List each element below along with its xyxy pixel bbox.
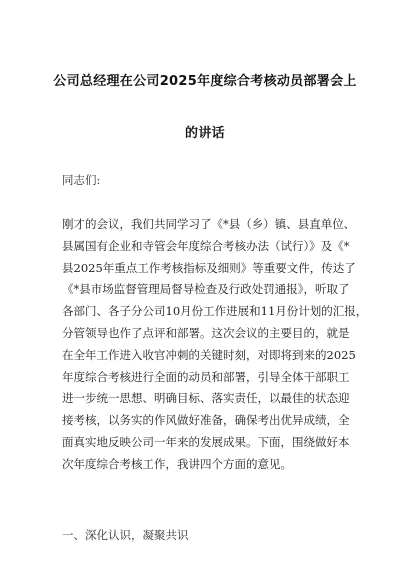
paragraph-line: 县2025年重点工作考核指标及细则》等重要文件，传达了 bbox=[62, 260, 356, 275]
body-paragraph bbox=[62, 214, 368, 476]
paragraph-line: 县属国有企业和寺管会年度综合考核办法（试行）》及《* bbox=[62, 238, 350, 253]
paragraph-line: 进一步统一思想、明确目标、落实责任，以最佳的状态迎 bbox=[62, 391, 350, 406]
paragraph-line: 《*县市场监督管理局督导检查及行政处罚通报》，听取了 bbox=[62, 282, 350, 297]
paragraph-line: 在全年工作进入收官冲刺的关键时刻，对即将到来的2025 bbox=[62, 347, 356, 362]
salutation: 同志们: bbox=[62, 173, 101, 187]
paragraph-line: 接考核，以务实的作风做好准备，确保考出优异成绩，全 bbox=[62, 413, 350, 428]
paragraph-line: 年度综合考核进行全面的动员和部署，引导全体干部职工 bbox=[62, 369, 350, 384]
section-heading-1: 一、深化认识，凝聚共识 bbox=[62, 528, 189, 542]
paragraph-line: 刚才的会议，我们共同学习了《*县（乡）镇、县直单位、 bbox=[62, 217, 356, 231]
paragraph-line: 分管领导也作了点评和部署。这次会议的主要目的，就是 bbox=[62, 325, 350, 340]
document-title-line-1: 公司总经理在公司2025年度综合考核动员部署会上 bbox=[53, 74, 357, 89]
paragraph-line: 面真实地反映公司一年来的发展成果。下面，围绕做好本 bbox=[62, 434, 350, 449]
document-title-line-2: 的讲话 bbox=[185, 126, 225, 141]
paragraph-line: 次年度综合考核工作，我讲四个方面的意见。 bbox=[62, 456, 292, 471]
paragraph-line: 各部门、各子分公司10月份工作进展和11月份计划的汇报， bbox=[62, 304, 368, 319]
